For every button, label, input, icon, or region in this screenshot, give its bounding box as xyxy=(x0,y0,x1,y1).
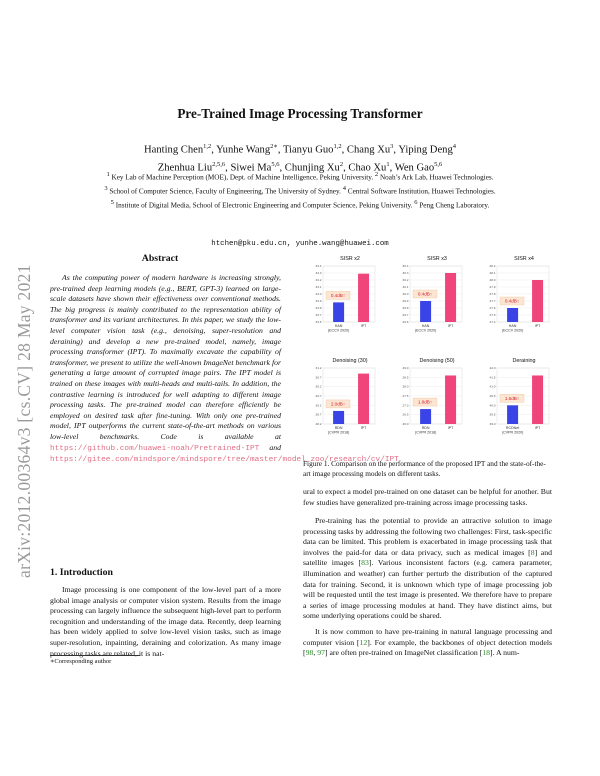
gain-annotation: 1.6dB↑ xyxy=(504,395,520,401)
intro-paragraph: Image processing is one component of the low-level part of a more global image analysis or computer vision system. Results from the image processing can largely influence the subsequent high-level part to perform recognition and understanding of the image data. Recently, deep learning has been widely applied to solve low-level vision tasks, such as image super-resolution, inpainting, deraining and colorization. As many image processing tasks are related, it is nat- xyxy=(50,585,281,658)
affiliation-line-3 xyxy=(40,198,560,210)
affil-sup: 2 xyxy=(374,171,379,178)
affil-sup: 4 xyxy=(342,185,346,192)
x-tick-label: IPT xyxy=(447,324,454,328)
author-affil-sup: 5,6 xyxy=(434,160,443,168)
y-tick-label: 40.0 xyxy=(489,403,496,408)
chart-panel xyxy=(402,358,462,434)
baseline-bar xyxy=(420,301,431,322)
ipt-bar xyxy=(445,375,456,424)
text-span: Pre-training has the potential to provide an attractive solution to image processing tasks by addressing the following two challenges: First, task-specific data can be limited. This problem is exacerbated in image processing task that involves the paid-for data or data privacy, such as medical images [ xyxy=(303,516,552,557)
y-tick-label: 34.3 xyxy=(315,271,322,275)
y-tick-label: 27.5 xyxy=(402,394,409,398)
y-tick-label: 34.4 xyxy=(315,264,322,268)
ipt-bar xyxy=(358,274,369,322)
affil-text: Noah’s Ark Lab, Huawei Technologies. xyxy=(379,173,494,182)
x-tick-label: (ECCV 2020) xyxy=(414,328,437,333)
abstract-text: As the computing power of modern hardware is increasing strongly, pre-trained deep learning models (e.g., BERT, GPT-3) learned on large-scale datasets have shown their effectiveness over conventional methods. The big progress is mainly contributed to the representation ability of transformer and its variant architectures. In this paper, we study the low-level computer vision task (e.g., denoising, super-resolution and deraining) and develop a new pre-trained model, namely, image processing transformer (IPT). To maximally excavate the capability of transformer, we present to utilize the well-known ImageNet benchmark for generating a large amount of corrupted image pairs. The IPT model is trained on these images with multi-heads and multi-tails. In addition, the contrastive learning is introduced for well adapting to different image processing tasks. The pre-trained model can therefore efficiently be employed on desired task after fine-tuning. With only one pre-trained model, IPT outperforms the current state-of-the-art methods on various low-level benchmarks. Code is available at xyxy=(50,273,281,441)
x-tick-label: IPT xyxy=(360,426,367,430)
y-tick-label: 27.0 xyxy=(402,403,409,408)
chart-title: SISR x3 xyxy=(427,256,447,262)
gain-annotation: 0.4dB↑ xyxy=(417,291,433,297)
y-tick-label: 29.9 xyxy=(402,299,409,303)
y-tick-label: 29.8 xyxy=(402,306,409,310)
y-tick-label: 42.0 xyxy=(489,366,496,370)
x-tick-label: IPT xyxy=(360,324,367,328)
y-tick-label: 29.2 xyxy=(315,403,322,408)
ipt-bar xyxy=(532,375,543,424)
y-tick-label: 39.0 xyxy=(489,422,496,426)
text-span: ]. Various inconsistent factors (e.g. camera parameter, illumination and weather) can further perturb the distribution of the captured data for training. Second, it is unknown which type of image processing job will be requested until the test image is presented. We therefore have to prepare a series of image processing modules at hand. They have distinct aims, but some underlying operations could be shared. xyxy=(303,558,552,621)
author-affil-sup: 1,2 xyxy=(203,143,212,150)
author-affil-sup: 2 xyxy=(339,160,344,168)
affil-text: School of Computer Science, Faculty of Engineering, The University of Sydney. xyxy=(109,187,341,196)
chart-title: Denoising (30) xyxy=(332,358,368,364)
baseline-bar xyxy=(507,308,518,322)
text-span: It is now common to have pre-training in natural language processing and computer vision [ xyxy=(303,627,552,647)
chart-panel xyxy=(315,358,375,434)
y-tick-label: 30.0 xyxy=(402,292,409,296)
y-tick-label: 27.8 xyxy=(489,292,496,296)
x-tick-label: IPT xyxy=(534,324,541,328)
author-affil-sup: 4 xyxy=(452,143,456,150)
text-span: ] are often pre-trained on ImageNet classification [ xyxy=(324,648,483,658)
author-name: Siwei Ma xyxy=(230,162,272,174)
baseline-bar xyxy=(333,302,344,322)
baseline-bar xyxy=(507,405,518,424)
x-tick-label: RDN xyxy=(421,426,430,430)
y-tick-label: 30.4 xyxy=(402,264,409,268)
author-affil-sup: 3 xyxy=(390,143,394,150)
x-tick-label: IPT xyxy=(534,426,541,430)
x-tick-label: (ECCV 2020) xyxy=(327,328,350,333)
baseline-bar xyxy=(333,411,344,424)
affil-sup: 5 xyxy=(110,199,114,206)
y-tick-label: 34.1 xyxy=(315,285,322,289)
text-span: ] and satellite images [ xyxy=(303,547,552,568)
contact-emails: htchen@pku.edu.cn, yunhe.wang@huawei.com xyxy=(211,240,389,248)
chart-panel xyxy=(402,256,462,332)
section-heading-introduction: 1. Introduction xyxy=(50,567,113,578)
affil-sup: 3 xyxy=(104,185,108,192)
y-tick-label: 33.7 xyxy=(315,313,322,317)
affil-text: Peng Cheng Laboratory. xyxy=(419,201,490,210)
citation-link[interactable]: 18 xyxy=(482,648,491,658)
footnote-divider xyxy=(50,655,140,656)
y-tick-label: 26.5 xyxy=(402,412,409,417)
x-tick-label: (CVPR 2018) xyxy=(327,430,350,435)
y-tick-label: 30.2 xyxy=(402,278,409,282)
authors-line-1: Hanting Chen$^{1,2}$, Yunhe Wang$^{2∗}$, Tianyu Guo$^{1,2}$, Chang Xu$^3$, Yiping Deng$^4$ xyxy=(144,143,456,156)
author-name: Chang Xu xyxy=(346,144,391,156)
x-tick-label: IPT xyxy=(447,426,454,430)
paper-title: Pre-Trained Image Processing Transformer xyxy=(177,106,423,121)
citation-link[interactable]: 8 xyxy=(530,547,535,557)
y-tick-label: 29.7 xyxy=(315,394,322,398)
text-span: ]. For example, the backbones of object detection models [ xyxy=(303,637,553,658)
y-tick-label: 27.9 xyxy=(489,285,496,289)
affiliation-line-1 xyxy=(40,170,560,182)
author-name: Tianyu Guo xyxy=(282,144,334,156)
x-tick-label: RDN xyxy=(334,426,343,430)
chart-panel xyxy=(489,358,549,434)
author-name: Chunjing Xu xyxy=(284,162,340,174)
y-tick-label: 28.0 xyxy=(402,384,409,389)
figure-caption: Figure 1. Comparison on the performance of the proposed IPT and the state-of-the-art image processing models on different tasks. xyxy=(303,459,546,478)
gain-annotation: 2.0dB↑ xyxy=(330,401,346,407)
y-tick-label: 30.1 xyxy=(402,285,409,289)
chart-panel xyxy=(489,256,549,332)
y-tick-label: 30.7 xyxy=(315,375,322,380)
y-tick-label: 27.6 xyxy=(489,306,496,310)
y-tick-label: 29.0 xyxy=(402,366,409,370)
affiliation-line-2 xyxy=(40,184,560,196)
y-tick-label: 40.5 xyxy=(489,394,496,398)
affil-text: Central Software Institution, Huawei Technologies. xyxy=(347,187,496,196)
citation-link[interactable]: 12 xyxy=(359,637,368,647)
authors-line-2: Zhenhua Liu$^{2,5,6}$, Siwei Ma$^{5,6}$, Chunjing Xu$^2$, Chao Xu$^1$, Wen Gao$^{5,6}$ xyxy=(157,160,443,174)
x-tick-label: (CVPR 2018) xyxy=(414,430,437,435)
affil-sup: 1 xyxy=(106,171,110,178)
abstract-and: and xyxy=(269,442,281,452)
gain-annotation: 0.4dB↑ xyxy=(504,298,520,304)
x-tick-label: HAN xyxy=(508,324,517,328)
y-tick-label: 33.8 xyxy=(315,306,322,310)
right-paragraph-1: ural to expect a model pre-trained on one dataset can be helpful for another. But few studies have generalized pre-training across image processing tasks. xyxy=(303,487,552,507)
author-affil-sup: 2,5,6 xyxy=(212,160,226,168)
affil-sup: 6 xyxy=(414,199,418,206)
y-tick-label: 27.5 xyxy=(489,313,496,317)
x-tick-label: (ECCV 2020) xyxy=(501,328,524,333)
arxiv-identifier: arXiv:2012.00364v3 [cs.CV] 28 May 2021 xyxy=(14,264,34,578)
y-tick-label: 34.2 xyxy=(315,278,322,282)
baseline-bar xyxy=(420,409,431,424)
y-tick-label: 26.0 xyxy=(402,422,409,426)
x-tick-label: RCDNet xyxy=(505,426,520,430)
text-span: ]. A num- xyxy=(490,648,520,658)
y-tick-label: 27.7 xyxy=(489,299,496,303)
author-affil-sup: 1 xyxy=(386,160,390,168)
y-tick-label: 29.6 xyxy=(402,320,409,324)
author-name: Yunhe Wang xyxy=(216,144,271,156)
chart-panel xyxy=(315,256,375,332)
y-tick-label: 30.3 xyxy=(402,271,409,275)
y-tick-label: 28.7 xyxy=(315,412,322,417)
ipt-bar xyxy=(532,280,543,322)
x-tick-label: HAN xyxy=(421,324,430,328)
footnote-corresponding-author: ∗Corresponding author xyxy=(50,658,112,665)
right-paragraph-3 xyxy=(303,627,552,659)
text-span: , xyxy=(313,648,318,658)
y-tick-label: 30.2 xyxy=(315,384,322,389)
y-tick-label: 31.2 xyxy=(315,366,322,370)
affil-text: Key Lab of Machine Perception (MOE), Dept. of Machine Intelligence, Peking University. xyxy=(111,173,374,182)
author-name: Hanting Chen xyxy=(144,144,204,156)
ipt-bar xyxy=(358,374,369,424)
author-affil-sup: 1,2 xyxy=(333,143,342,150)
author-name: Chao Xu xyxy=(348,162,387,174)
y-tick-label: 33.6 xyxy=(315,320,322,324)
author-affil-sup: 2∗ xyxy=(270,143,278,150)
chart-title: SISR x2 xyxy=(340,256,360,262)
y-tick-label: 28.2 xyxy=(315,422,322,426)
github-link[interactable]: https://github.com/huawei-noah/Pretrained-IPT xyxy=(50,444,260,453)
citation-link[interactable]: 97 xyxy=(317,648,325,658)
chart-title: Denoising (50) xyxy=(419,358,455,364)
gitee-link[interactable]: https://gitee.com/mindspore/mindspore/tree/master/model_zoo/research/cv/IPT xyxy=(50,456,399,465)
author-affil-sup: 5,6 xyxy=(271,160,280,168)
x-tick-label: HAN xyxy=(334,324,343,328)
y-tick-label: 33.9 xyxy=(315,299,322,303)
author-name: Zhenhua Liu xyxy=(157,162,213,174)
x-tick-label: (CVPR 2020) xyxy=(501,430,524,435)
y-tick-label: 28.1 xyxy=(489,271,496,275)
y-tick-label: 28.5 xyxy=(402,375,409,380)
author-name: Wen Gao xyxy=(394,162,435,174)
y-tick-label: 27.4 xyxy=(489,320,496,324)
y-tick-label: 41.0 xyxy=(489,384,496,389)
right-paragraph-2 xyxy=(303,516,552,622)
abstract-heading: Abstract xyxy=(141,253,179,264)
citation-link[interactable]: 83 xyxy=(361,558,369,568)
gain-annotation: 1.8dB↑ xyxy=(417,399,433,405)
figure-1-bar-charts xyxy=(303,252,561,452)
y-tick-label: 34.0 xyxy=(315,292,322,296)
y-tick-label: 29.7 xyxy=(402,313,409,317)
ipt-bar xyxy=(445,273,456,322)
y-tick-label: 39.5 xyxy=(489,412,496,417)
y-tick-label: 41.5 xyxy=(489,375,496,380)
gain-annotation: 0.4dB↑ xyxy=(330,293,346,298)
affil-text: Institute of Digital Media, School of Electronic Engineering and Computer Science, Peking University. xyxy=(115,201,413,210)
citation-link[interactable]: 98 xyxy=(305,648,314,658)
author-name: Yiping Deng xyxy=(398,144,453,156)
chart-title: SISR x4 xyxy=(514,256,534,262)
y-tick-label: 28.0 xyxy=(489,278,496,282)
chart-title: Deraining xyxy=(512,358,536,364)
y-tick-label: 28.2 xyxy=(489,264,496,268)
